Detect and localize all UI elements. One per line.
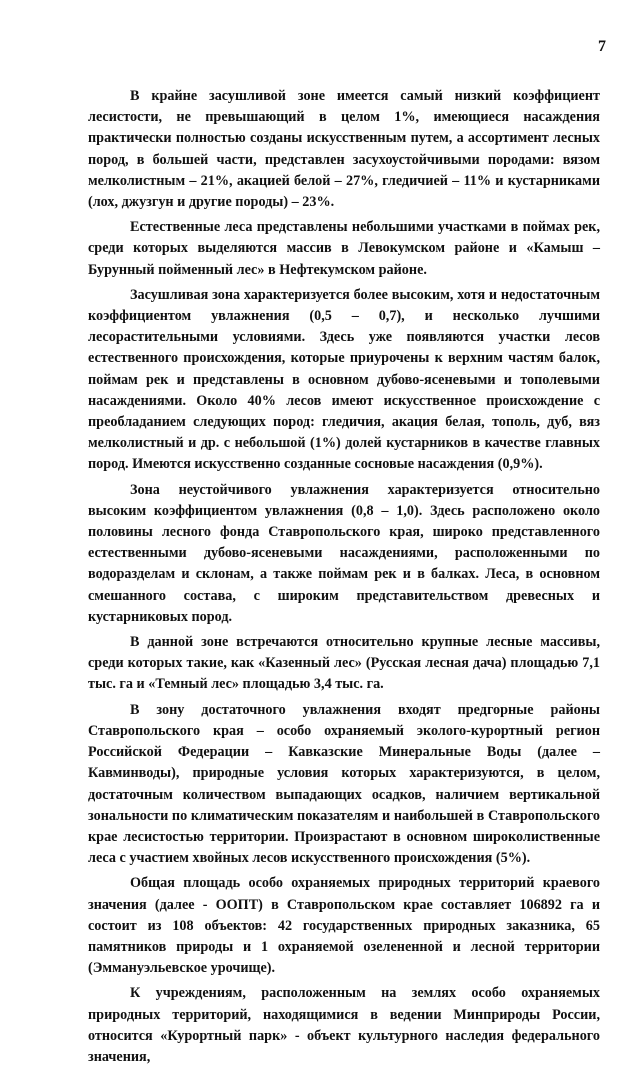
page-number: 7 xyxy=(598,38,606,55)
paragraph-sufficient-humidity-zone: В зону достаточного увлажнения входят предгорные районы Ставропольского края – особо охраняемый эколого-курортный регион Российской Федерации – Кавказские Минеральные Воды (далее – Кавминводы), природные условия которых характеризуются, в целом, достаточным количеством выпадающих осадков, наличием вертикальной зональности по климатическим показателям и наибольшей в Ставропольского крае лесистостью территории. Произрастают в основном широколиственные леса с участием хвойных лесов искусственного происхождения (5%). xyxy=(88,701,600,867)
paragraph-unstable-humidity-zone: Зона неустойчивого увлажнения характеризуется относительно высоким коэффициентом увлажнения (0,8 – 1,0). Здесь расположено около половины лесного фонда Ставропольского края, широко представленного естественными дубово-ясеневыми насаждениями, расположенными по водоразделам и склонам, а также поймам рек и в балках. Леса, в основном смешанного состава, с широким представительством древесных и кустарниковых пород. xyxy=(88,481,600,625)
paragraph-dry-zone: Засушливая зона характеризуется более высоким, хотя и недостаточным коэффициентом увлажнения (0,5 – 0,7), и несколько лучшими лесорастительными условиями. Здесь уже появляются участки лесов естественного происхождения, которые приурочены к верхним частям балок, поймам рек и представлены в основном дубово-ясеневыми и тополевыми насаждениями. Около 40% лесов имеют искусственное происхождение с преобладанием следующих пород: гледичия, акация белая, тополь, дуб, вяз мелколистный и др. с небольшой (1%) долей кустарников в качестве главных пород. Имеются искусственно созданные сосновые насаждения (0,9%). xyxy=(88,286,600,473)
paragraph-large-forest-massifs: В данной зоне встречаются относительно крупные лесные массивы, среди которых такие, как «Казенный лес» (Русская лесная дача) площадью 7,1 тыс. га и «Темный лес» площадью 3,4 тыс. га. xyxy=(88,634,600,693)
paragraph-institutions: К учреждениям, расположенным на землях особо охраняемых природных территорий, находящимися в ведении Минприроды России, относится «Курортный парк» - объект культурного наследия федерального значения, xyxy=(88,985,600,1065)
paragraph-protected-areas: Общая площадь особо охраняемых природных территорий краевого значения (далее - ООПТ) в Ставропольском крае составляет 106892 га и состоит из 108 объектов: 42 государственных природных заказника, 65 памятников природы и 1 охраняемой озелененной и лесной территории (Эммануэльевское урочище). xyxy=(88,875,600,977)
paragraph-natural-forests: Естественные леса представлены небольшими участками в поймах рек, среди которых выделяются массив в Левокумском районе и «Камыш – Бурунный пойменный лес» в Нефтекумском районе. xyxy=(88,219,600,278)
paragraph-arid-zone: В крайне засушливой зоне имеется самый низкий коэффициент лесистости, не превышающий в целом 1%, имеющиеся насаждения практически полностью созданы искусственным путем, а ассортимент лесных пород, в большей части, представлен засухоустойчивыми породами: вязом мелколистным – 21%, акацией белой – 27%, гледичией – 11% и кустарниками (лох, джузгун и другие породы) – 23%. xyxy=(88,88,600,211)
document-body xyxy=(88,86,600,1072)
